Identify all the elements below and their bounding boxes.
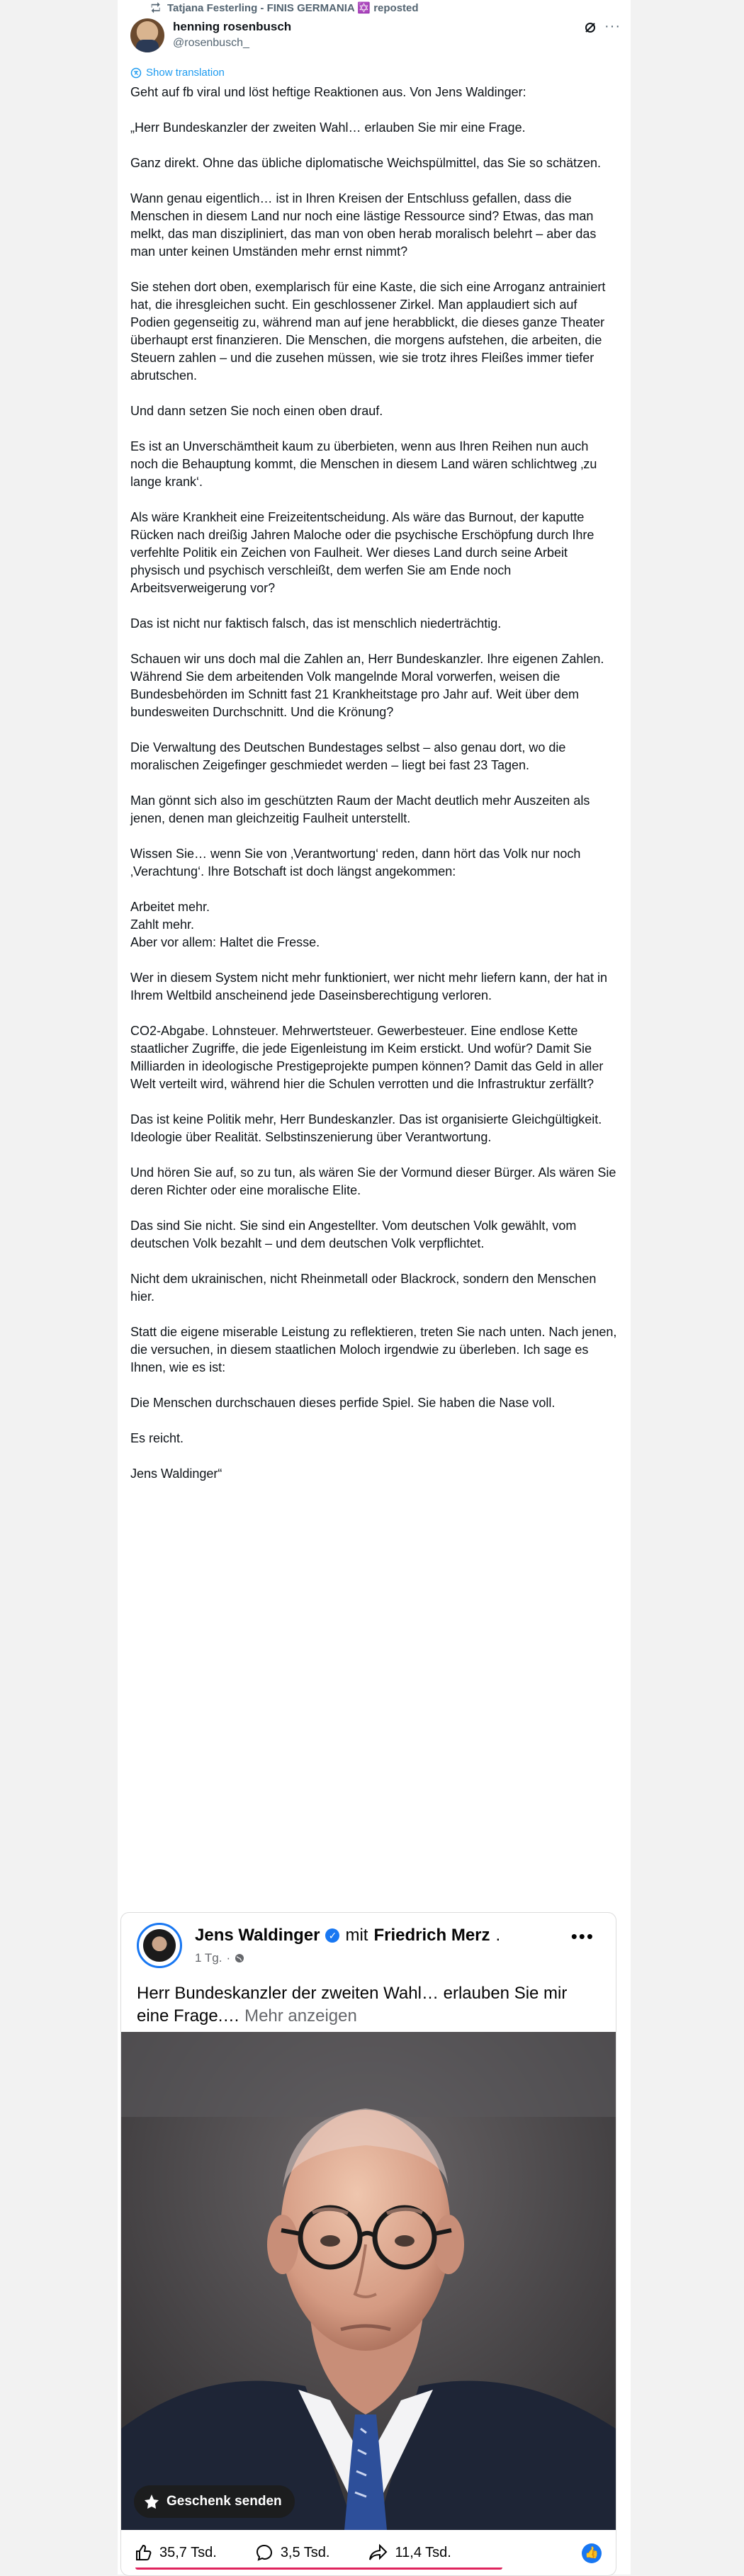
grok-icon[interactable] <box>584 21 597 34</box>
tweet-paragraph: Statt die eigene miserable Leistung zu reflektieren, treten Sie nach unten. Nach jenen, die versuchen, in diesem staatlichen Moloch irgendwie zu überleben. Ich sage es Ihnen, wie es ist: <box>130 1325 617 1374</box>
tweet-paragraph: Schauen wir uns doch mal die Zahlen an, Herr Bundeskanzler. Ihre eigenen Zahlen. Während Sie dem arbeitenden Volk mangelnde Moral vorwerfen, weisen die Bundesbehörden im Schnitt fast 21 Krankheitstage pro Jahr auf. Weit über dem bundesweiten Durchschnitt. Und die Krönung? <box>130 652 604 719</box>
card-tagged-person: Friedrich Merz <box>373 1926 490 1945</box>
tweet-paragraph: Und dann setzen Sie noch einen oben drauf. <box>130 404 383 418</box>
card-photo-image <box>121 2032 616 2530</box>
tweet-paragraph: Wer in diesem System nicht mehr funktioniert, wer nicht mehr liefern kann, der hat in Ihrem Weltbild anscheinend jede Daseinsberechtigung verloren. <box>130 971 607 1002</box>
tweet-paragraph: Das sind Sie nicht. Sie sind ein Angestellter. Vom deutschen Volk gewählt, vom deutschen Volk bezahlt – und dem deutschen Volk verpflichtet. <box>130 1219 577 1250</box>
card-time-separator: · <box>226 1951 231 1965</box>
more-options-icon[interactable]: ··· <box>604 18 621 34</box>
share-count: 11,4 Tsd. <box>395 2544 451 2560</box>
tweet-paragraph: Jens Waldinger“ <box>130 1467 222 1481</box>
tweet-page <box>118 0 631 2575</box>
red-underline-annotation <box>135 2565 502 2570</box>
tweet-paragraph: Das ist nicht nur faktisch falsch, das ist menschlich niederträchtig. <box>130 616 502 631</box>
tweet-paragraph: Nicht dem ukrainischen, nicht Rheinmetall oder Blackrock, sondern den Menschen hier. <box>130 1272 597 1304</box>
tweet-paragraph: Sie stehen dort oben, exemplarisch für eine Kaste, die sich eine Arroganz antrainiert hat, die ihresgleichen sucht. Ein geschlossener Zirkel. Man applaudiert sich auf Podien gegenseitig zu, während man auf jene herabblickt, die dieses ganze Theater überhaupt erst finanzieren. Die Menschen, die morgens aufstehen, die arbeiten, die Steuern zahlen – und die zusehen müssen, wie sie trotz ihres Fleißes immer tiefer abrutschen. <box>130 280 606 383</box>
translate-icon <box>130 67 142 79</box>
tweet-paragraph: CO2-Abgabe. Lohnsteuer. Mehrwertsteuer. Gewerbesteuer. Eine endlose Kette staatlicher Zugriffe, die jede Eigenleistung im Keim erstickt. Und wofür? Damit Sie Milliarden in ideologische Prestigeprojekte pumpen können? Damit das Geld in aller Welt verteilt wird, während hier die Schulen verrotten und die Infrastruktur zerfällt? <box>130 1024 604 1091</box>
repost-text[interactable]: Tatjana Festerling - FINIS GERMANIA ✡️ reposted <box>167 2 419 14</box>
tweet-paragraph: Wann genau eigentlich… ist in Ihren Kreisen der Entschluss gefallen, dass die Menschen in diesem Land nur noch eine lästige Ressource sind? Etwas, das man melkt, das man diszipliniert, das man von oben herab moralisch belehrt – aber das man unter keinen Umständen mehr ernst nimmt? <box>130 191 597 259</box>
tweet-paragraph: Man gönnt sich also im geschützten Raum der Macht deutlich mehr Auszeiten als jenen, denen man gleichzeitig Faulheit unterstellt. <box>130 793 590 825</box>
send-gift-button[interactable] <box>134 2485 295 2518</box>
card-timestamp <box>195 1951 244 1965</box>
repost-indicator <box>150 0 419 16</box>
tweet-paragraph: Und hören Sie auf, so zu tun, als wären Sie der Vormund dieser Bürger. Als wären Sie deren Richter oder eine moralische Elite. <box>130 1165 616 1197</box>
card-author-line <box>195 1926 500 1945</box>
gift-star-icon <box>144 2494 159 2509</box>
card-author-period: . <box>495 1926 501 1945</box>
send-gift-label: Geschenk senden <box>167 2494 282 2509</box>
card-post-text <box>137 1982 597 2028</box>
tweet-paragraph: Geht auf fb viral und löst heftige Reaktionen aus. Von Jens Waldinger: <box>130 85 526 99</box>
tweet-paragraph: Als wäre Krankheit eine Freizeitentscheidung. Als wäre das Burnout, der kaputte Rücken nach dreißig Jahren Maloche oder die psychische Erschöpfung durch Ihre verfehlte Politik ein Zeichen von Faulheit. Wer dieses Land durch seine Arbeit physisch und psychisch verschleißt, dem werfen Sie am Ende noch Arbeitsverweigerung vor? <box>130 510 594 595</box>
tweet-paragraph: Wissen Sie… wenn Sie von ‚Verantwortung‘ reden, dann hört das Volk nur noch ‚Verachtung‘. Ihre Botschaft ist doch längst angekommen: <box>130 847 581 879</box>
tweet-paragraph: Die Menschen durchschauen dieses perfide Spiel. Sie haben die Nase voll. <box>130 1396 556 1410</box>
card-author-avatar <box>137 1923 182 1968</box>
tweet-paragraph: Arbeitet mehr. Zahlt mehr. Aber vor allem: Haltet die Fresse. <box>130 900 320 949</box>
show-translation-label: Show translation <box>146 67 225 79</box>
tweet-text <box>130 84 619 1501</box>
comment-icon <box>255 2543 274 2562</box>
comment-count: 3,5 Tsd. <box>280 2544 330 2560</box>
card-author-avatar-image <box>143 1929 176 1962</box>
facebook-post-screenshot[interactable] <box>120 1912 616 2576</box>
card-author-name: Jens Waldinger <box>195 1926 320 1945</box>
card-more-icon: ••• <box>570 1926 594 1947</box>
like-count: 35,7 Tsd. <box>159 2544 217 2560</box>
tweet-paragraph: Das ist keine Politik mehr, Herr Bundeskanzler. Das ist organisierte Gleichgültigkeit. Ideologie über Realität. Selbstinszenierung über Verantwortung. <box>130 1112 602 1144</box>
share-button[interactable] <box>368 2543 451 2562</box>
verified-badge-icon: ✓ <box>325 1928 339 1943</box>
card-photo <box>121 2032 616 2530</box>
like-button[interactable] <box>134 2543 217 2562</box>
facebook-like-reaction-icon: 👍 <box>582 2543 602 2563</box>
tweet-paragraph: Es ist an Unverschämtheit kaum zu überbieten, wenn aus Ihren Reihen nun auch noch die Behauptung kommt, die Menschen in diesem Land wären schlichtweg ‚zu lange krank‘. <box>130 439 597 489</box>
show-translation-link[interactable] <box>130 67 225 79</box>
globe-icon <box>235 1953 244 1963</box>
thumbs-up-icon <box>134 2543 152 2562</box>
tweet-paragraph: „Herr Bundeskanzler der zweiten Wahl… erlauben Sie mir eine Frage. <box>130 120 526 135</box>
comment-button[interactable] <box>255 2543 330 2562</box>
share-icon <box>368 2543 388 2562</box>
tweet-paragraph: Ganz direkt. Ohne das übliche diplomatische Weichspülmittel, das Sie so schätzen. <box>130 156 602 170</box>
card-post-body: Herr Bundeskanzler der zweiten Wahl… erlauben Sie mir eine Frage.… <box>137 1984 568 2026</box>
card-time-text: 1 Tg. <box>195 1951 222 1965</box>
author-handle[interactable]: @rosenbusch_ <box>173 37 249 49</box>
tweet-paragraph: Es reicht. <box>130 1431 184 1445</box>
tweet-paragraph: Die Verwaltung des Deutschen Bundestages selbst – also genau dort, wo die moralischen Zeigefinger geschmiedet werden – liegt bei fast 23 Tagen. <box>130 740 566 772</box>
card-with-word: mit <box>345 1926 368 1945</box>
author-name[interactable]: henning rosenbusch <box>173 20 292 33</box>
author-avatar[interactable] <box>130 18 164 52</box>
repost-icon <box>150 2 163 13</box>
card-more-link: Mehr anzeigen <box>244 2006 357 2026</box>
